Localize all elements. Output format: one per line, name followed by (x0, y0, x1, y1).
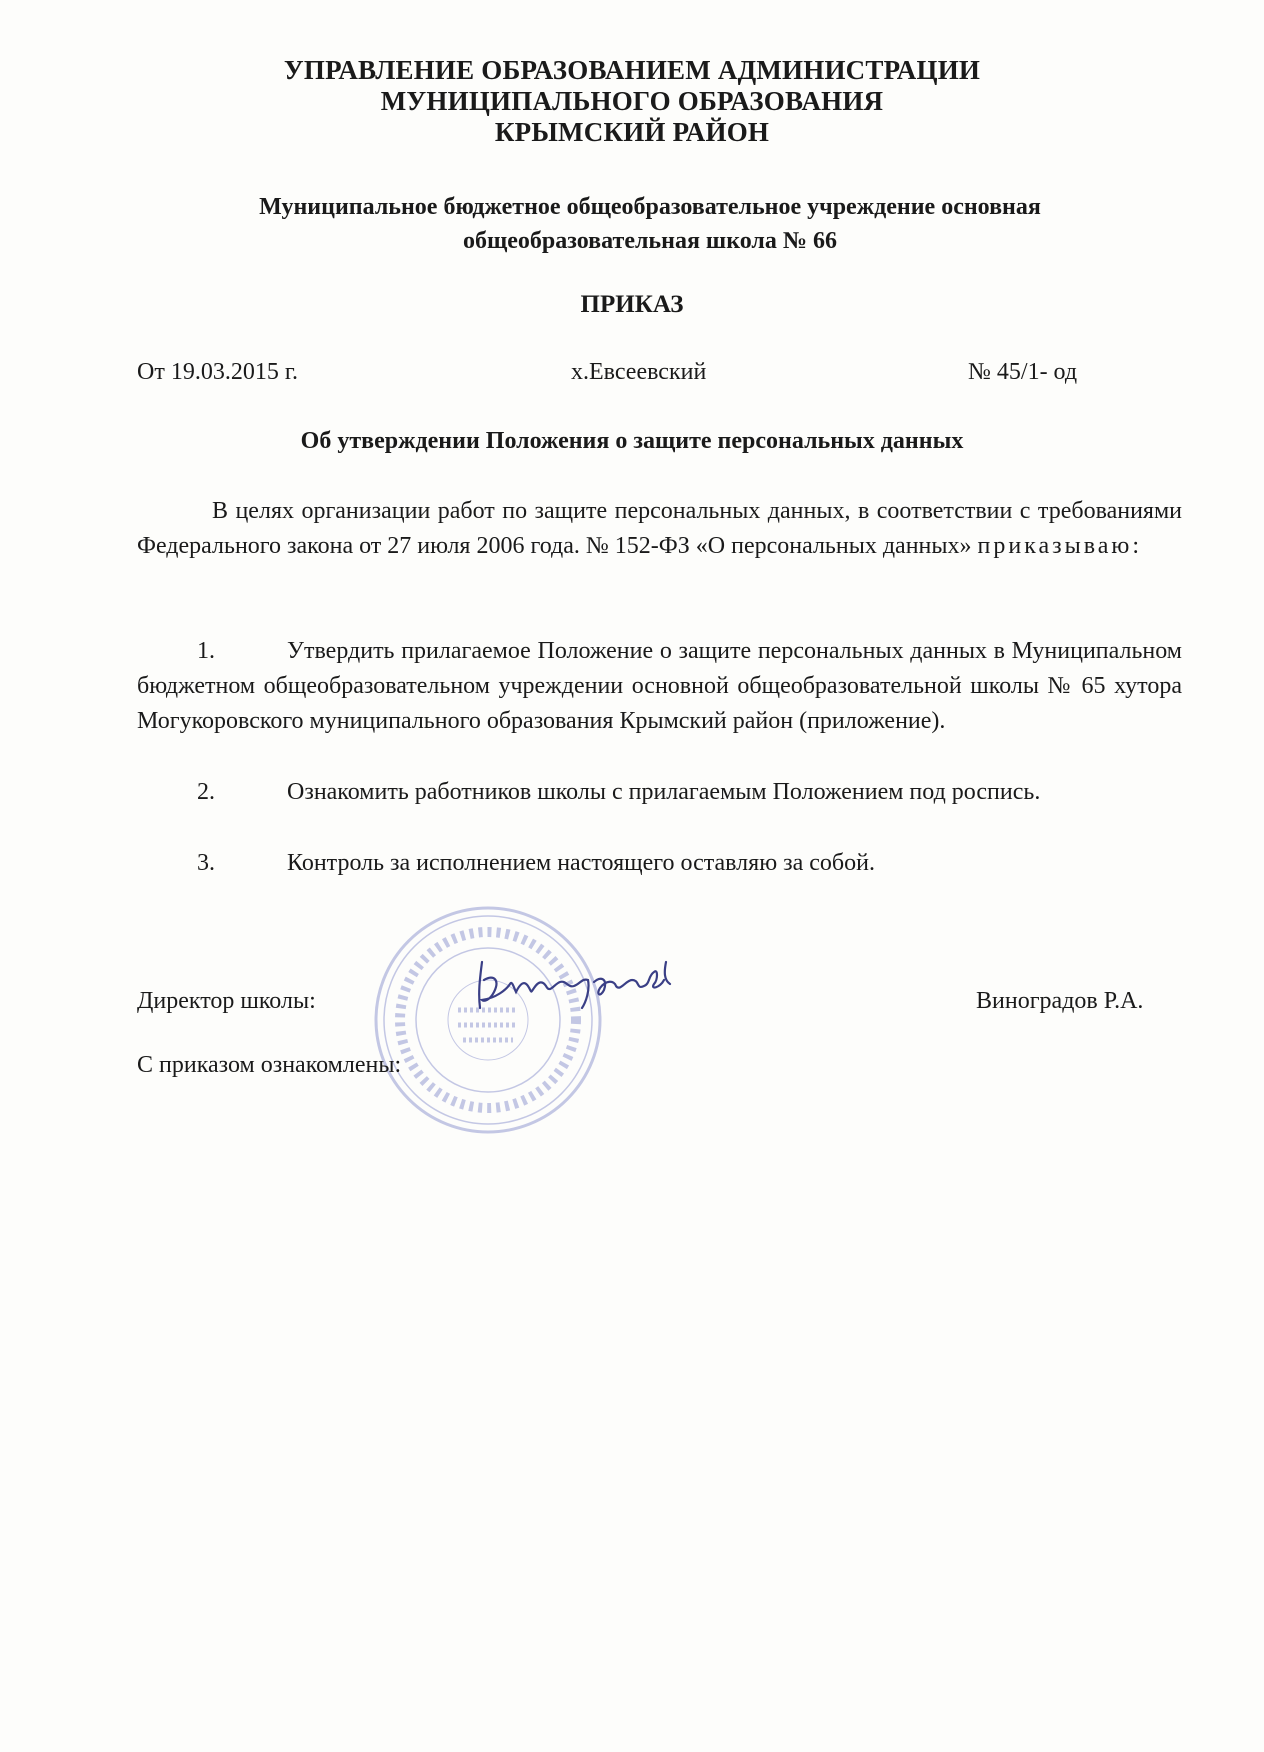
order-date: От 19.03.2015 г. (137, 359, 298, 385)
acknowledged-label: С приказом ознакомлены: (137, 1052, 402, 1078)
signatory-position: Директор школы: (137, 988, 316, 1014)
header-line-3: КРЫМСКИЙ РАЙОН (494, 117, 770, 147)
order-number: № 45/1- од (968, 359, 1078, 385)
preamble (137, 494, 1182, 564)
order-subject: Об утверждении Положения о защите персональных данных (300, 428, 964, 454)
institution-line-1: Муниципальное бюджетное общеобразовательное учреждение основная (259, 194, 1041, 220)
item-text: Контроль за исполнением настоящего оставляю за собой. (287, 850, 875, 876)
item-number: 3. (197, 850, 215, 876)
document-title: ПРИКАЗ (580, 291, 684, 318)
list-item (137, 846, 1182, 881)
institution-line-2: общеобразовательная школа № 66 (463, 228, 837, 254)
preamble-text: В целях организации работ по защите персональных данных, в соответствии с требованиями Федерального закона от 27 июля 2006 года. № 152-ФЗ «О персональных данных» (137, 498, 1182, 559)
item-text: Утвердить прилагаемое Положение о защите персональных данных в Муниципальном бюджетном общеобразовательном учреждении основной общеобразовательной школы № 65 хутора Могукоровского муниципального образования Крымский район (приложение). (137, 638, 1182, 734)
handwritten-signature (470, 950, 700, 1030)
order-word: приказываю: (977, 533, 1143, 559)
signatory-name: Виноградов Р.А. (976, 988, 1144, 1014)
order-place: х.Евсеевский (571, 359, 707, 385)
list-item (137, 634, 1182, 739)
item-text: Ознакомить работников школы с прилагаемым Положением под роспись. (287, 779, 1041, 805)
item-number: 2. (197, 779, 215, 805)
header-line-2: МУНИЦИПАЛЬНОГО ОБРАЗОВАНИЯ (380, 86, 884, 116)
list-item (137, 775, 1182, 810)
item-number: 1. (197, 638, 215, 664)
header-line-1: УПРАВЛЕНИЕ ОБРАЗОВАНИЕМ АДМИНИСТРАЦИИ (283, 55, 981, 85)
